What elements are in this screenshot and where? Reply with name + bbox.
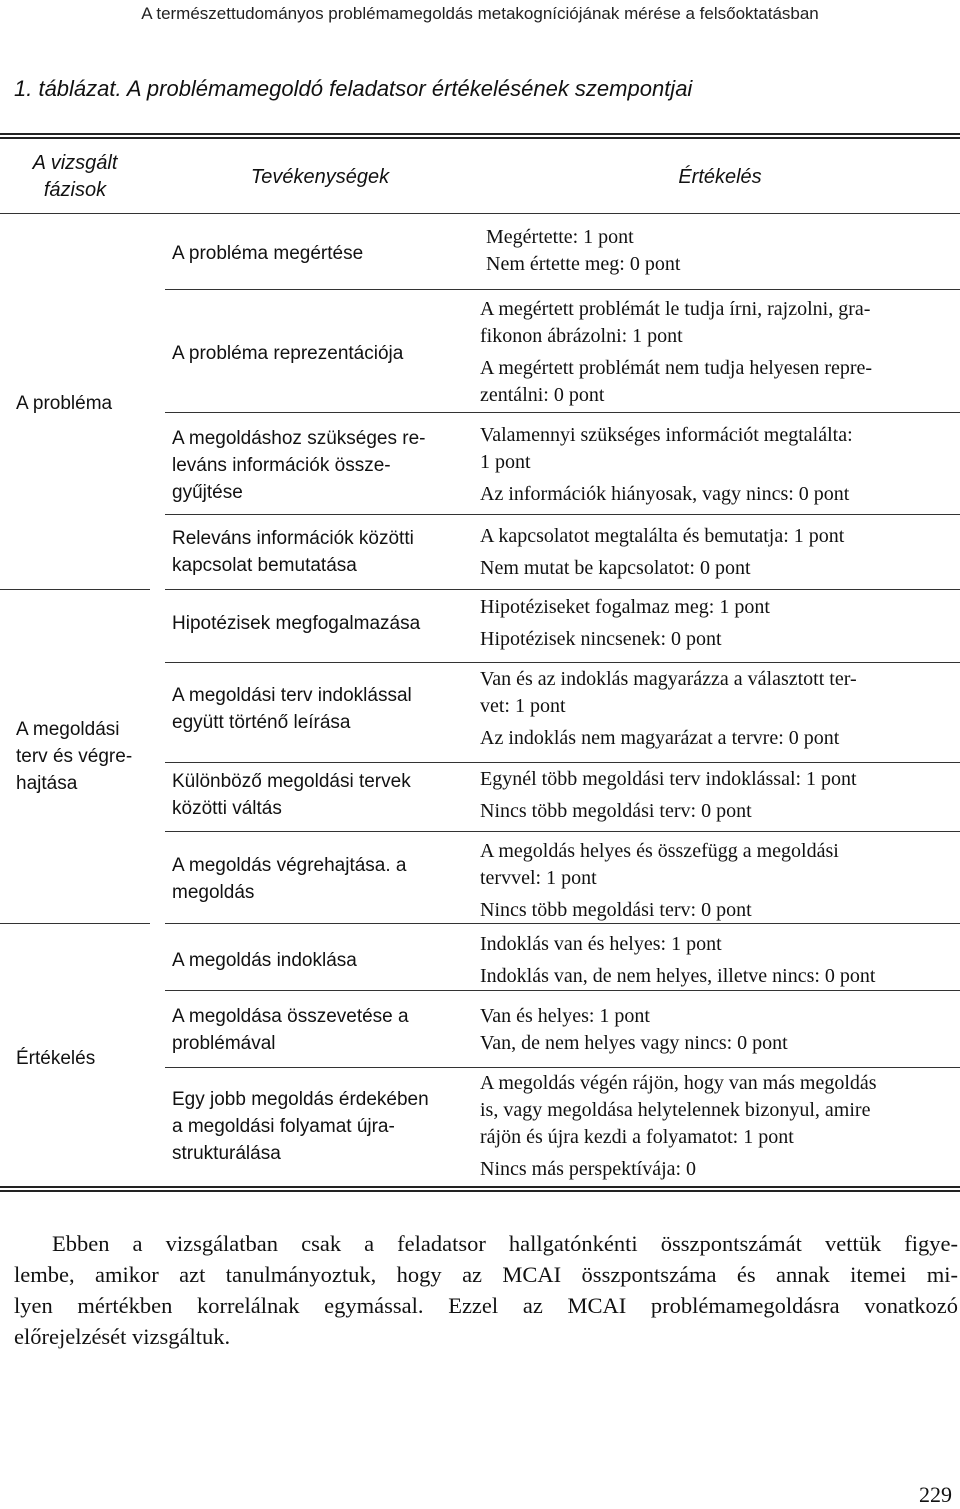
phase-separator bbox=[0, 589, 150, 590]
activity-cell: A megoldáshoz szükséges re- leváns információk össze- gyűjtése bbox=[172, 428, 426, 503]
evaluation-cell: Hipotéziseket fogalmaz meg: 1 pont Hipotézisek nincsenek: 0 pont bbox=[480, 596, 770, 650]
row-separator bbox=[165, 831, 960, 832]
row-separator bbox=[165, 990, 960, 991]
phase-cell: Értékelés bbox=[16, 1048, 96, 1069]
evaluation-cell: Egynél több megoldási terv indoklással: 1 pont Nincs több megoldási terv: 0 pont bbox=[480, 768, 857, 822]
activity-cell: Egy jobb megoldás érdekében a megoldási folyamat újra- strukturálása bbox=[172, 1089, 429, 1164]
phase-separator bbox=[0, 923, 150, 924]
phase-cell: A probléma bbox=[16, 393, 113, 414]
evaluation-cell: Van és az indoklás magyarázza a választott ter- vet: 1 pont Az indoklás nem magyarázat a tervre: 0 pont bbox=[480, 668, 857, 749]
evaluation-cell: Indoklás van és helyes: 1 pont Indoklás van, de nem helyes, illetve nincs: 0 pont bbox=[480, 933, 876, 987]
header-activities: Tevékenységek bbox=[250, 166, 390, 188]
evaluation-cell: Megértette: 1 pont Nem értette meg: 0 pont bbox=[486, 226, 681, 275]
table-top-rule bbox=[0, 133, 960, 139]
activity-cell: Hipotézisek megfogalmazása bbox=[172, 613, 421, 634]
table-caption: 1. táblázat. A problémamegoldó feladatsor értékelésének szempontjai bbox=[14, 76, 693, 101]
row-separator bbox=[165, 762, 960, 763]
header-phases: A vizsgált fázisok bbox=[32, 152, 118, 201]
evaluation-cell: A kapcsolatot megtalálta és bemutatja: 1 pont Nem mutat be kapcsolatot: 0 pont bbox=[480, 525, 845, 579]
activity-cell: A probléma megértése bbox=[172, 243, 364, 264]
evaluation-cell: A megértett problémát le tudja írni, rajzolni, gra- fikonon ábrázolni: 1 pont A megértett problémát nem tudja helyesen repre- zentálni: 0 pont bbox=[480, 298, 873, 406]
evaluation-cell: A megoldás végén rájön, hogy van más megoldás is, vagy megoldása helytelennek bizonyul, amire rájön és újra kezdi a folyamatot: 1 pont Nincs más perspektívája: 0 bbox=[480, 1072, 877, 1180]
table-bottom-rule bbox=[0, 1186, 960, 1188]
activity-cell: A megoldási terv indoklással együtt történő leírása bbox=[172, 685, 412, 733]
activity-cell: Különböző megoldási tervek közötti váltás bbox=[172, 771, 411, 819]
table-bottom-rule-2 bbox=[0, 1190, 960, 1192]
activity-cell: A megoldás végrehajtása. a megoldás bbox=[172, 855, 407, 903]
body-paragraph: Ebben a vizsgálatban csak a feladatsor hallgatónkénti összpontszámát vettük figye- lembe, amikor azt tanulmányoztuk, hogy az MCAI összpontszáma és annak itemei mi- lyen mértékben korrelálnak egymással. Ezzel az MCAI problémamegoldásra vonatkozó előrejelzését vizsgáltuk. bbox=[14, 1231, 958, 1349]
row-separator bbox=[165, 289, 960, 290]
row-separator bbox=[165, 514, 960, 515]
evaluation-cell: Van és helyes: 1 pont Van, de nem helyes vagy nincs: 0 pont bbox=[480, 1005, 788, 1054]
activity-cell: Releváns információk közötti kapcsolat bemutatása bbox=[172, 528, 414, 576]
row-separator bbox=[165, 589, 960, 590]
activity-cell: A megoldás indoklása bbox=[172, 950, 357, 971]
row-separator bbox=[165, 662, 960, 663]
running-header: A természettudományos problémamegoldás metakogníciójának mérése a felsőoktatásban bbox=[141, 4, 819, 23]
header-evaluation: Értékelés bbox=[678, 166, 762, 188]
activity-cell: A megoldása összevetése a problémával bbox=[172, 1006, 409, 1054]
page-number: 229 bbox=[919, 1482, 952, 1507]
row-separator bbox=[165, 412, 960, 413]
activity-cell: A probléma reprezentációja bbox=[172, 343, 404, 364]
phase-cell: A megoldási terv és végre- hajtása bbox=[16, 719, 133, 794]
header-rule bbox=[0, 213, 960, 214]
row-separator bbox=[165, 1067, 960, 1068]
evaluation-cell: A megoldás helyes és összefügg a megoldási tervvel: 1 pont Nincs több megoldási terv: 0 pont bbox=[480, 840, 839, 921]
evaluation-cell: Valamennyi szükséges információt megtalálta: 1 pont Az információk hiányosak, vagy nincs: 0 pont bbox=[480, 424, 853, 505]
